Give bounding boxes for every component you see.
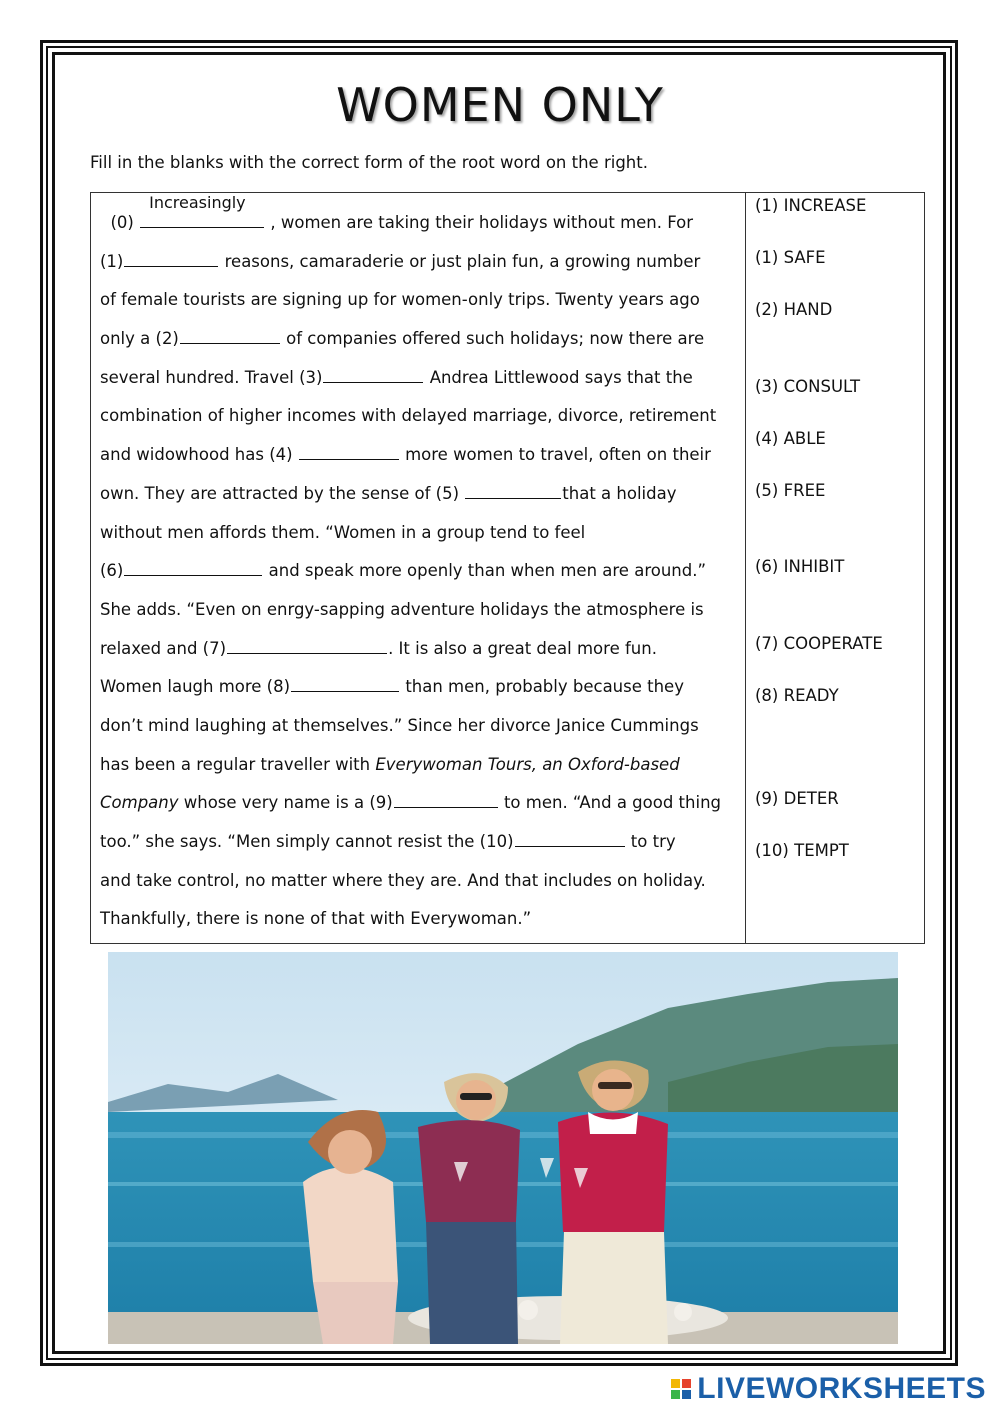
root-word: (5) FREE — [755, 481, 826, 500]
brand-name: LIVEWORKSHEETS — [697, 1372, 986, 1405]
page-title: WOMEN ONLY — [336, 78, 664, 132]
passage-line: Women laugh more (8) than men, probably because they — [100, 677, 684, 697]
passage-line: without men affords them. “Women in a group tend to feel — [100, 522, 586, 542]
passage-line: of female tourists are signing up for women-only trips. Twenty years ago — [100, 290, 700, 310]
root-word: (9) DETER — [755, 789, 839, 808]
passage-line: several hundred. Travel (3) Andrea Littlewood says that the — [100, 367, 693, 387]
gap-1-blank[interactable] — [124, 250, 218, 267]
gap-3-blank[interactable] — [323, 366, 423, 383]
gap-10-blank[interactable] — [515, 830, 625, 847]
passage-line: (0) Increasingly , women are taking their holidays without men. For — [100, 204, 740, 243]
passage-line: (6) and speak more openly than when men are around.” — [100, 561, 707, 581]
root-word: (1) INCREASE — [755, 196, 867, 215]
passage-line: Company whose very name is a (9) to men. “And a good thing — [100, 793, 721, 813]
passage-line: own. They are attracted by the sense of (5) that a holiday — [100, 483, 677, 503]
root-word: (2) HAND — [755, 300, 833, 319]
passage-line: don’t mind laughing at themselves.” Since her divorce Janice Cummings — [100, 715, 699, 735]
passage-line: only a (2) of companies offered such holidays; now there are — [100, 329, 705, 349]
passage-line: Thankfully, there is none of that with Everywoman.” — [100, 909, 532, 929]
passage-line: relaxed and (7) . It is also a great deal more fun. — [100, 638, 657, 658]
example-number: (0) — [110, 213, 134, 232]
passage-line: has been a regular traveller with Everywoman Tours, an Oxford-based — [100, 754, 680, 774]
instructions: Fill in the blanks with the correct form of the root word on the right. — [90, 153, 648, 172]
gap-8-blank[interactable] — [291, 675, 399, 692]
photo-women-on-boat — [108, 952, 898, 1344]
photo-illustration — [108, 952, 898, 1344]
gap-5-blank[interactable] — [465, 482, 561, 499]
passage-text — [100, 193, 740, 939]
passage-line: and widowhood has (4) more women to travel, often on their — [100, 445, 711, 465]
root-word: (6) INHIBIT — [755, 557, 845, 576]
gap-4-blank[interactable] — [299, 443, 399, 460]
root-word: (10) TEMPT — [755, 841, 849, 860]
gap-6-blank[interactable] — [124, 559, 262, 576]
root-word: (4) ABLE — [755, 429, 826, 448]
gap-2-blank[interactable] — [180, 327, 280, 344]
brand-footer — [671, 1372, 986, 1406]
root-word: (7) COOPERATE — [755, 634, 883, 653]
passage-line: too.” she says. “Men simply cannot resist the (10) to try — [100, 832, 676, 851]
example-answer-blank — [139, 193, 265, 243]
root-word: (3) CONSULT — [755, 377, 861, 396]
passage-line: combination of higher incomes with delayed marriage, divorce, retirement — [100, 406, 717, 426]
passage-line: (1) reasons, camaraderie or just plain fun, a growing number — [100, 251, 701, 271]
gap-9-blank[interactable] — [394, 791, 498, 808]
example-answer: Increasingly — [149, 193, 246, 212]
passage-line: She adds. “Even on enrgy-sapping adventure holidays the atmosphere is — [100, 599, 704, 619]
root-word: (1) SAFE — [755, 248, 826, 267]
root-word: (8) READY — [755, 686, 839, 705]
liveworksheets-logo-icon — [671, 1379, 691, 1399]
column-divider — [745, 192, 746, 944]
gap-7-blank[interactable] — [227, 637, 387, 654]
passage-line: and take control, no matter where they are. And that includes on holiday. — [100, 870, 706, 890]
